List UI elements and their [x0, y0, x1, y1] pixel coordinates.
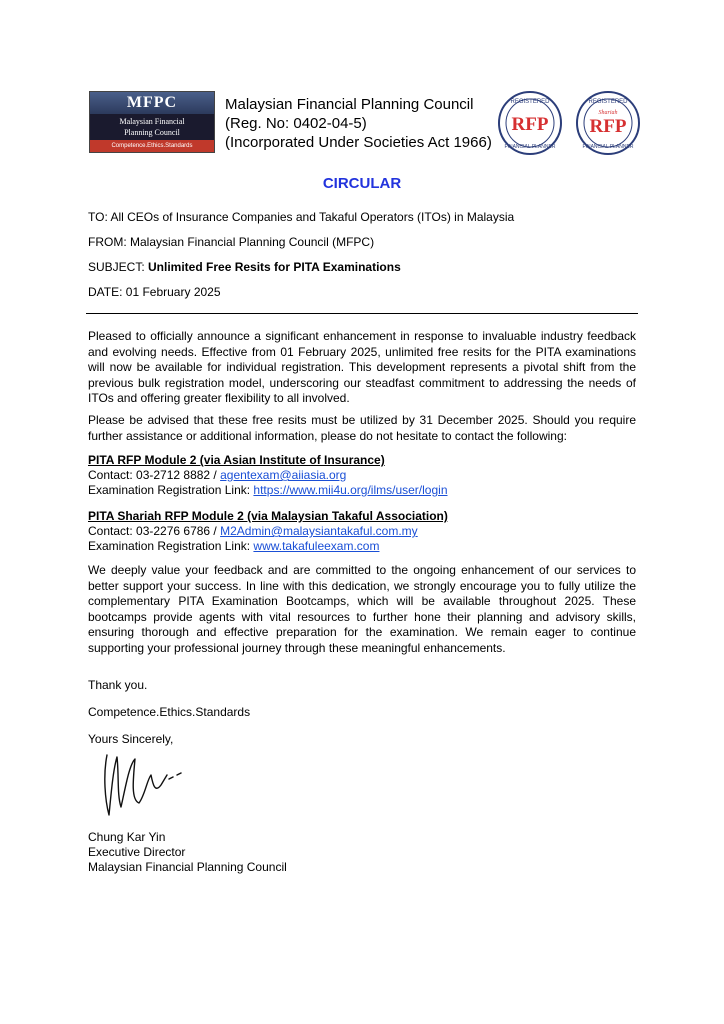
- paragraph-deadline: Please be advised that these free resits must be utilized by 31 December 2025. Should you require further assistance or additional information, please do not hesitate to contact the following:: [88, 413, 636, 443]
- sincerely-line: Yours Sincerely,: [88, 732, 174, 746]
- rfp-shariah-seal-icon: [575, 90, 641, 156]
- seal-left-ring: REGISTERED: [510, 99, 550, 105]
- org-incorporated: (Incorporated Under Societies Act 1966): [225, 134, 492, 151]
- date-line: DATE: 01 February 2025: [88, 285, 221, 299]
- section2-title: [88, 509, 448, 524]
- seal-right-sub: Shariah: [598, 110, 618, 116]
- logo-subtitle: [90, 114, 214, 140]
- section2-email-link[interactable]: M2Admin@malaysiantakaful.com.my: [220, 524, 418, 538]
- signatory-position: Executive Director: [88, 845, 186, 859]
- paragraph-announcement: Pleased to officially announce a significant enhancement in response to invaluable industry feedback and evolving needs. Effective from 01 February 2025, unlimited free resits for the PITA examinations will now be available for individual registration. This development represents a pivotal shift from the previous bulk registration model, underscoring our steadfast commitment to addressing the needs of ITOs and offering greater flexibility to all involved.: [88, 329, 636, 405]
- signatory-organization: Malaysian Financial Planning Council: [88, 860, 287, 874]
- org-reg-no: (Reg. No: 0402-04-5): [225, 115, 367, 132]
- rfp-seal-icon: [497, 90, 563, 156]
- thanks-line: Thank you.: [88, 678, 148, 692]
- to-line: TO: All CEOs of Insurance Companies and Takaful Operators (ITOs) in Malaysia: [88, 210, 515, 224]
- section2-contact-label: Contact: 03-2276 6786 /: [88, 524, 221, 538]
- mfpc-logo: [89, 91, 215, 153]
- signature-image: [95, 745, 195, 825]
- seal-right-ring: REGISTERED: [588, 99, 628, 105]
- circular-title: CIRCULAR: [322, 175, 402, 192]
- seal-right-text: RFP: [589, 116, 627, 137]
- section1-contact-label: Contact: 03-2712 8882 /: [88, 468, 221, 482]
- org-name: Malaysian Financial Planning Council: [225, 96, 474, 113]
- section1-title: [88, 453, 385, 468]
- section1-contact: [88, 468, 346, 483]
- logo-title: MFPC: [90, 92, 214, 114]
- section1-title-text: PITA RFP Module 2 (via Asian Institute of Insurance): [88, 453, 385, 467]
- logo-subtitle-line2: Planning Council: [124, 128, 180, 137]
- seal-right-bottom: FINANCIAL PLANNER: [582, 144, 634, 150]
- section1-registration: [88, 483, 448, 498]
- organization-header: [225, 95, 492, 152]
- seal-left-text: RFP: [511, 114, 549, 135]
- section2-registration: [88, 539, 379, 554]
- section2-title-text: PITA Shariah RFP Module 2 (via Malaysian Takaful Association): [88, 509, 448, 523]
- subject-label: SUBJECT:: [88, 260, 149, 274]
- seal-left-bottom: FINANCIAL PLANNER: [504, 144, 556, 150]
- signatory-name: Chung Kar Yin: [88, 830, 166, 844]
- section2-reg-link[interactable]: www.takafuleexam.com: [253, 539, 380, 553]
- subject-line: [88, 260, 401, 274]
- from-line: FROM: Malaysian Financial Planning Council (MFPC): [88, 235, 375, 249]
- subject-value: Unlimited Free Resits for PITA Examinations: [148, 260, 401, 274]
- logo-tagline: Competence.Ethics.Standards: [90, 140, 214, 152]
- logo-subtitle-line1: Malaysian Financial: [119, 117, 185, 126]
- section1-email-link[interactable]: agentexam@aiiasia.org: [220, 468, 347, 482]
- section2-contact: [88, 524, 418, 539]
- divider: [86, 313, 638, 314]
- section1-reg-label: Examination Registration Link:: [88, 483, 254, 497]
- motto-line: Competence.Ethics.Standards: [88, 705, 251, 719]
- section1-reg-link[interactable]: https://www.mii4u.org/ilms/user/login: [253, 483, 448, 497]
- section2-reg-label: Examination Registration Link:: [88, 539, 254, 553]
- paragraph-bootcamps: We deeply value your feedback and are committed to the ongoing enhancement of our services to better support your success. In line with this dedication, we strongly encourage you to fully utilize the complementary PITA Examination Bootcamps, which will be available throughout 2025. These bootcamps provide agents with vital resources to further hone their planning and advisory skills, ensuring thorough and effective preparation for the examination. We remain eager to continue supporting your professional journey through these meaningful enhancements.: [88, 563, 636, 655]
